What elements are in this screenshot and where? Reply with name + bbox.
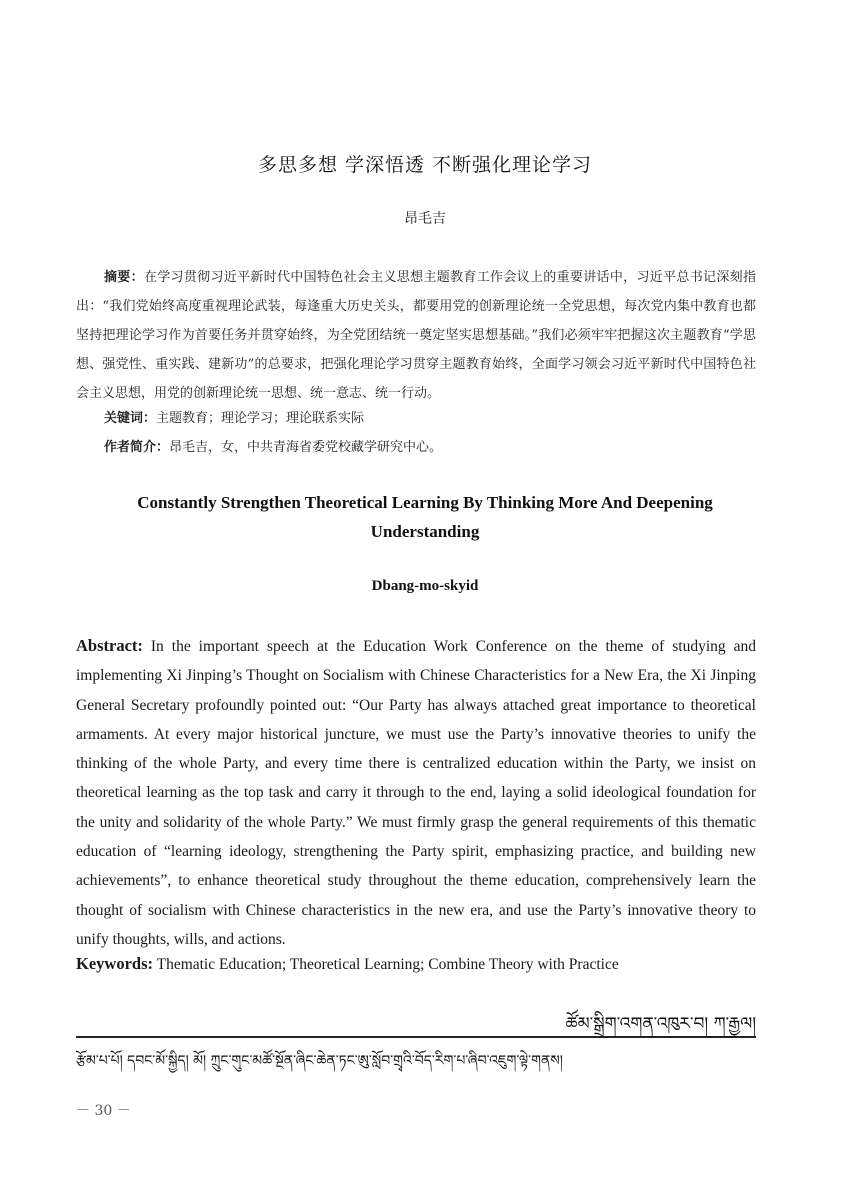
chinese-keywords-text: 主题教育；理论学习；理论联系实际	[156, 411, 365, 426]
tibetan-author-line: རྩོམ་པ་པོ། དབང་མོ་སྐྱིད། མོ། ཀྲུང་གུང་མཚོ་སྔོན་ཞིང་ཆེན་ཏང་ཨུ་སློབ་གྲྭའི་བོད་རིག་པ་ཞིབ་འཇུག་ལྟེ་གནས།	[76, 1053, 563, 1069]
chinese-author: 昂毛吉	[404, 211, 446, 227]
chinese-abstract-label: 摘要：	[104, 270, 144, 285]
chinese-keywords	[104, 407, 754, 426]
english-author: Dbang-mo-skyid	[371, 578, 479, 594]
english-keywords	[76, 954, 756, 974]
chinese-author-intro-text: 昂毛吉，女，中共青海省委党校藏学研究中心。	[169, 440, 443, 455]
tibetan-editor-credit: ཚོམ་སྒྲིག་འགན་འཁུར་བ། ཀ་རྒྱལ།	[565, 1014, 756, 1034]
english-keywords-text: Thematic Education; Theoretical Learning; Combine Theory with Practice	[153, 956, 619, 973]
page-number: － 30 －	[76, 1103, 131, 1119]
english-abstract-text: In the important speech at the Education Work Conference on the theme of studying and implementing Xi Jinping’s Thought on Socialism with Chinese Characteristics for a New Era, the Xi Jinping General Secretary profoundly pointed out: “Our Party has always attached great importance to theoretical armaments. At every major historical juncture, we must use the Party’s innovative theories to unify the thinking of the whole Party, and every time there is centralized education within the Party, we insist on theoretical learning as the top task and carry it through to the end, laying a solid ideological foundation for the unity and solidarity of the whole Party.” We must firmly grasp the general requirements of this thematic education of “learning ideology, strengthening the Party spirit, emphasizing practice, and building new achievements”, to enhance theoretical study throughout the theme education, comprehensively learn the thought of socialism with Chinese characteristics in the new era, and use the Party’s innovative theory to unify thoughts, wills, and actions.	[76, 638, 756, 948]
chinese-title: 多思多想 学深悟透 不断强化理论学习	[257, 154, 593, 176]
english-title: Constantly Strengthen Theoretical Learning By Thinking More And Deepening Understanding	[137, 493, 713, 541]
chinese-abstract-text: 在学习贯彻习近平新时代中国特色社会主义思想主题教育工作会议上的重要讲话中，习近平总书记深刻指出：“我们党始终高度重视理论武装，每逢重大历史关头，都要用党的创新理论统一全党思想，每次党内集中教育也都坚持把理论学习作为首要任务并贯穿始终，为全党团结统一奠定坚实思想基础。”我们必须牢牢把握这次主题教育“学思想、强党性、重实践、建新功”的总要求，把强化理论学习贯穿主题教育始终，全面学习领会习近平新时代中国特色社会主义思想，用党的创新理论统一思想、统一意志、统一行动。	[76, 270, 756, 401]
chinese-author-intro-label: 作者简介：	[104, 440, 170, 455]
english-abstract-label: Abstract:	[76, 636, 143, 655]
english-abstract	[76, 631, 756, 954]
chinese-keywords-label: 关键词：	[104, 411, 157, 426]
english-keywords-label: Keywords:	[76, 954, 153, 973]
footer-divider	[76, 1036, 756, 1038]
chinese-abstract	[76, 263, 756, 408]
chinese-author-intro	[104, 436, 754, 455]
